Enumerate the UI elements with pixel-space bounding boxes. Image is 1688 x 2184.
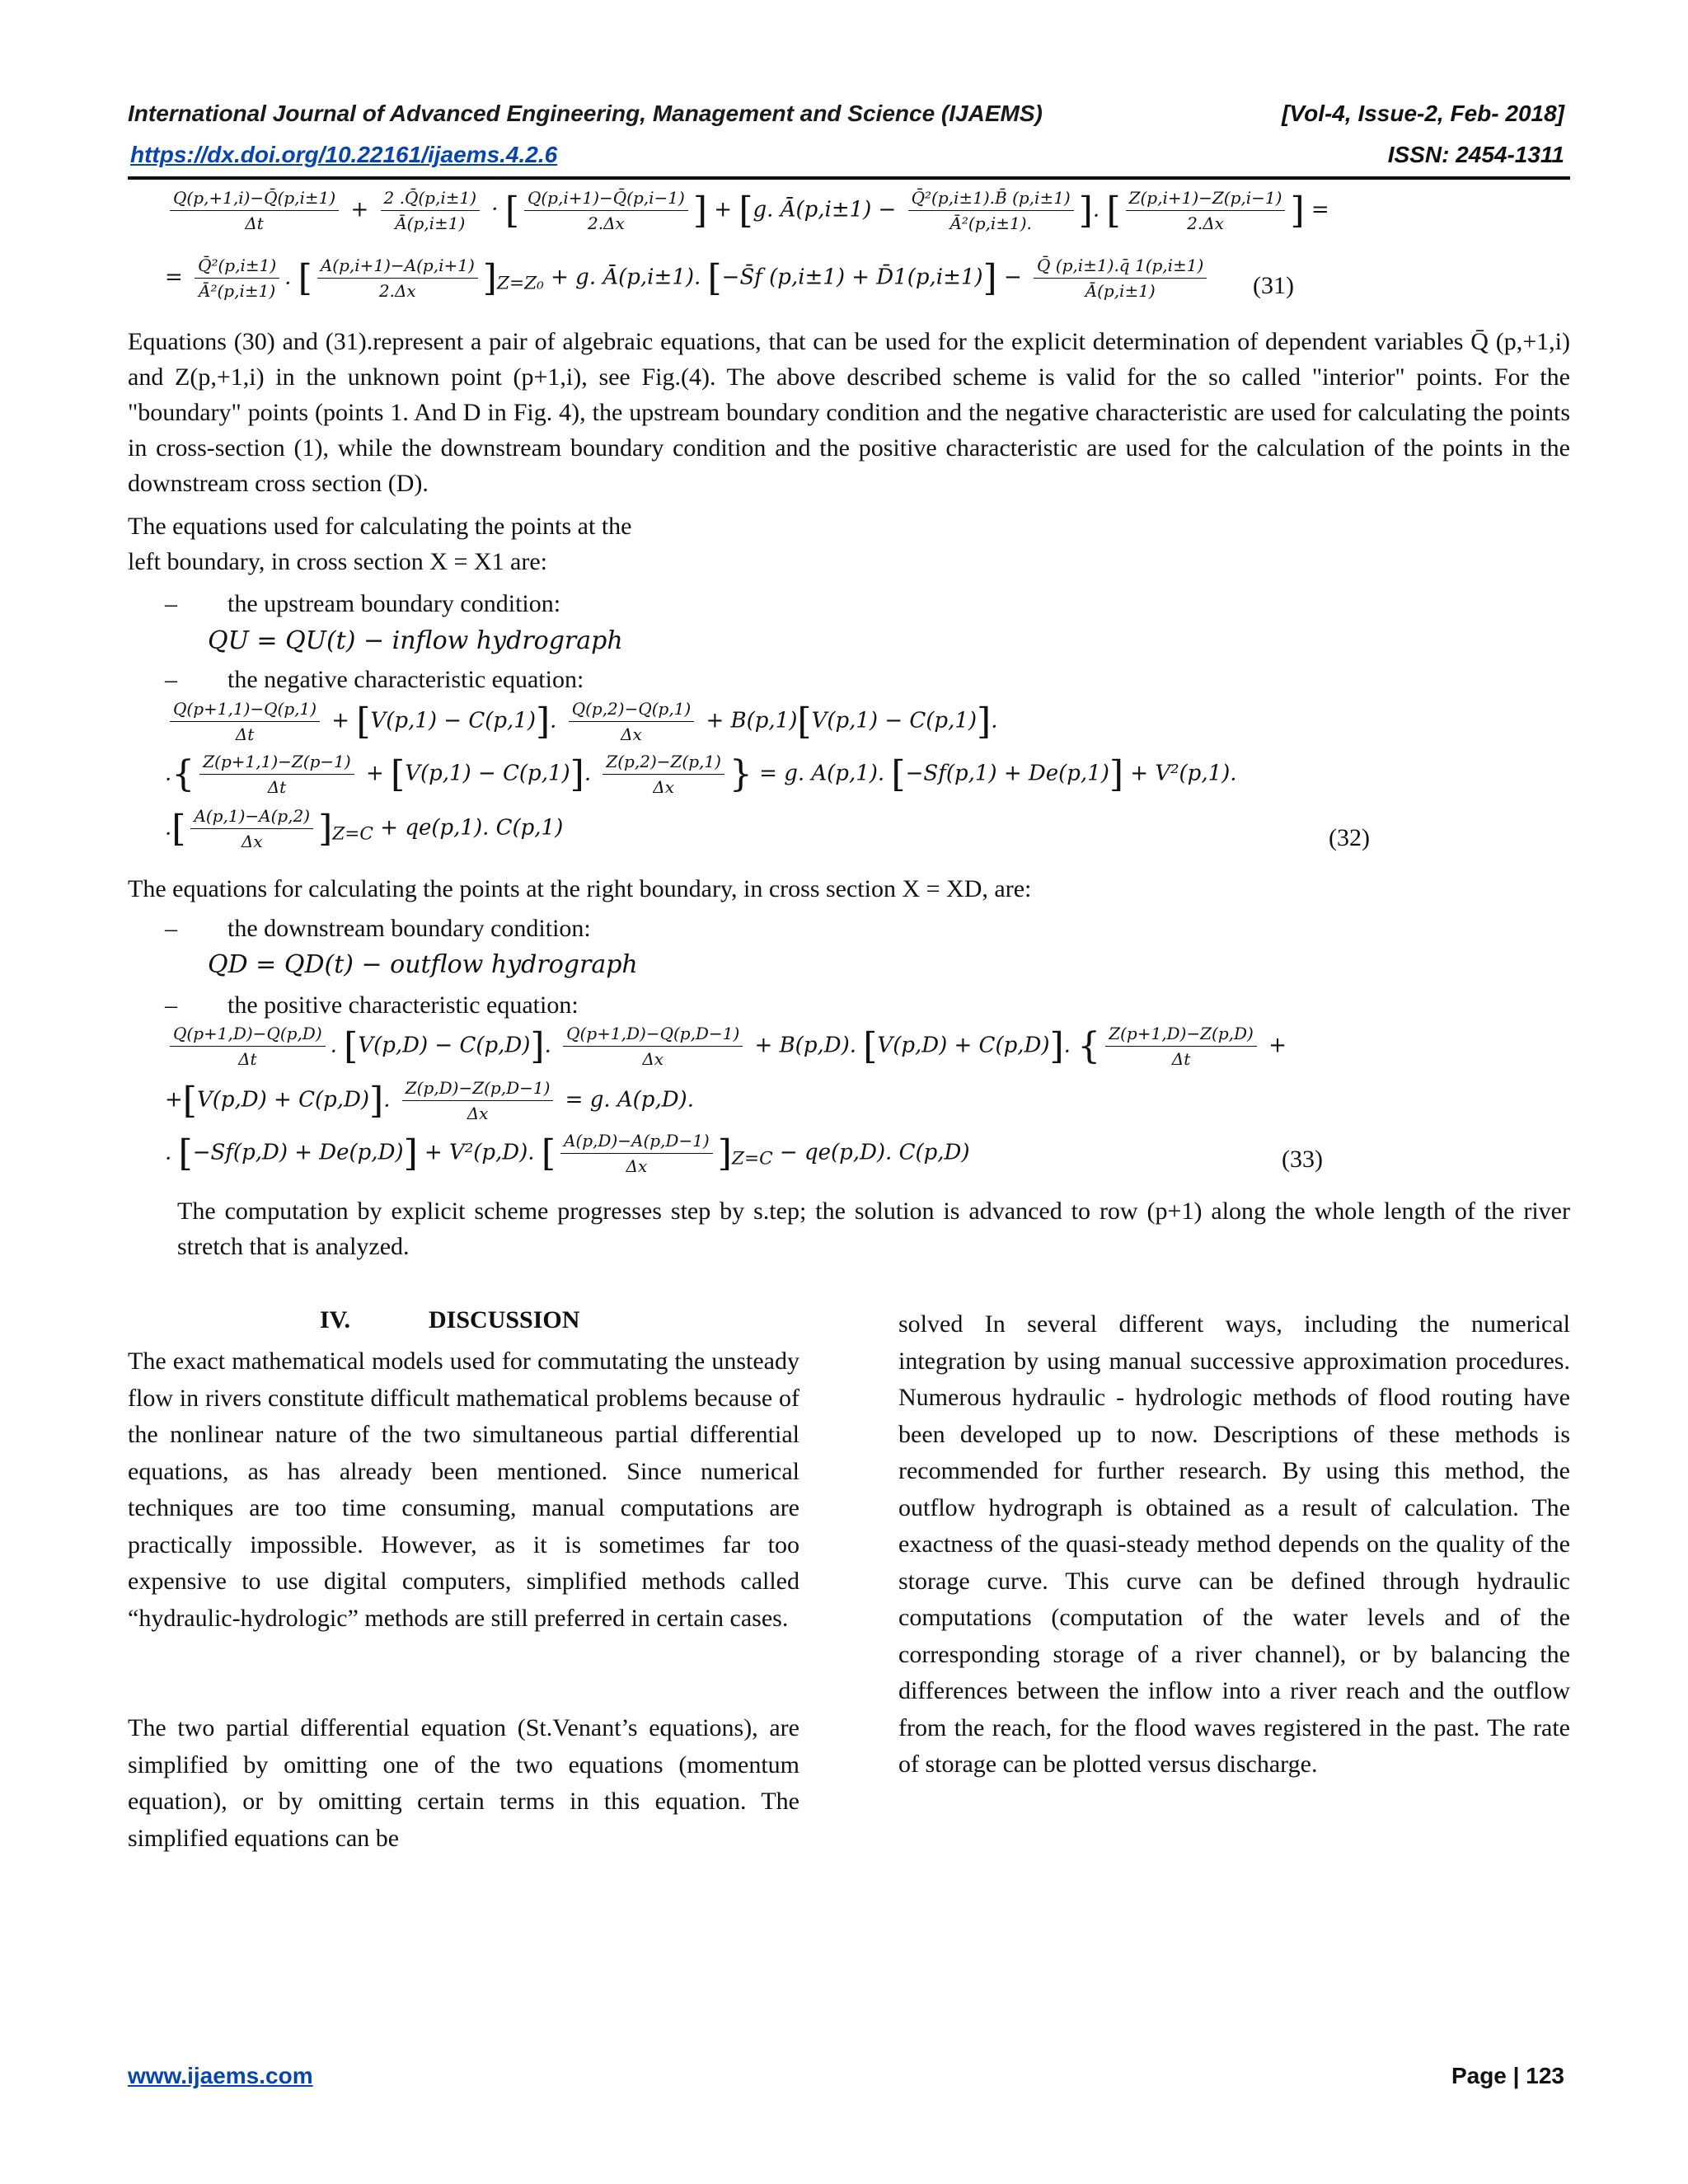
dash-bullet: – [165,666,177,693]
equation-32-line1: $\frac{Q(p+1,1)-Q(p,1)}{\Delta t}$ + [V(p,1) − C(p,1)]. $\frac{Q(p,2)-Q(p,1)}{\Delta x}$ + B(p,1)[V(p,1) − C(p,1)]. [165,699,997,744]
dash-bullet: – [165,590,177,617]
dash-bullet: – [165,991,177,1019]
upstream-boundary-equation: QU = QU(t) − inflow hydrograph [208,626,623,655]
equation-32-number: (32) [1329,824,1370,851]
discussion-left-paragraph-1: The exact mathematical models used for commutating the unsteady flow in rivers constitute difficult mathematical problems because of the nonlinear nature of the two simultaneous partial differential equations, as has already been mentioned. Since numerical techniques are too time consuming, manual computations are practically impossible. However, as it is sometimes far too expensive to use digital computers, simplified methods called “hydraulic-hydrologic” methods are still preferred in certain cases. [128,1347,799,1632]
dash-bullet: – [165,915,177,942]
header-rule [128,176,1570,180]
left-boundary-intro-2: left boundary, in cross section X = X1 are: [128,548,548,575]
positive-characteristic-label: the positive characteristic equation: [227,991,579,1019]
equation-33-number: (33) [1282,1146,1323,1173]
equation-33-line1: $\frac{Q(p+1,D)-Q(p,D)}{\Delta t}$ . [V(p,D) − C(p,D)]. $\frac{Q(p+1,D)-Q(p,D-1)}{\Delta x}$ + B(p,D). [V(p,D) + C(p,D)]. { $\frac{Z(p+1,D)-Z(p,D)}{\Delta t}$ + [165,1024,1287,1069]
journal-title: International Journal of Advanced Engineering, Management and Science (IJAEMS) [128,101,1043,126]
equation-32-line3: .[ $\frac{A(p,1)-A(p,2)}{\Delta x}$ ]$_{Z=C} + qe(p,1)$. C(p,1) [165,806,564,851]
left-boundary-intro-1: The equations used for calculating the points at the [128,513,632,540]
paragraph-explicit-determination: Equations (30) and (31).represent a pair of algebraic equations, that can be used for the explicit determination of dependent variables Q̄ (p,+1,i) and Z(p,+1,i) in the unknown point (p+1,i), see Fig.(4). The above described scheme is valid for the so called "interior" points. For the "boundary" points (points 1. And D in Fig. 4), the upstream boundary condition and the negative characteristic are used for calculating the points in cross-section (1), while the downstream boundary condition and the positive characteristic are used for the calculation of the points in the downstream cross section (D). [128,328,1570,497]
discussion-right-paragraph: solved In several different ways, including the numerical integration by using manual successive approximation procedures. Numerous hydraulic - hydrologic methods of flood routing have been developed up to now. Descriptions of these methods is recommended for further research. By using this method, the outflow hydrograph is obtained as a result of calculation. The exactness of the quasi-steady method depends on the quality of the storage curve. This curve can be defined through hydraulic computations (computation of the water levels and of the corresponding storage of a river channel), or by balancing the differences between the inflow into a river reach and the outflow from the reach, for the flood waves registered in the past. The rate of storage can be plotted versus discharge. [898,1310,1570,1778]
section-number: IV. [320,1306,350,1333]
equation-33-line2: +[V(p,D) + C(p,D)]. $\frac{Z(p,D)-Z(p,D-1)}{\Delta x}$ = g. A(p,D). [165,1078,694,1123]
footer-website-link[interactable]: www.ijaems.com [128,2063,313,2088]
section-title: DISCUSSION [429,1306,580,1333]
downstream-boundary-label: the downstream boundary condition: [227,915,591,942]
equation-33-line3: . [−Sf(p,D) + De(p,D)] + V²(p,D). [ $\frac{A(p,D)-A(p,D-1)}{\Delta x}$ ]$_{Z=C} - qe(p,D)$. C(p,D) [165,1131,970,1176]
equation-31-number: (31) [1253,272,1294,299]
equation-32-line2: .{ $\frac{Z(p+1,1)-Z(p-1)}{\Delta t}$ + [V(p,1) − C(p,1)]. $\frac{Z(p,2)-Z(p,1)}{\Delta x}$ } = g. A(p,1). [−Sf(p,1) + De(p,1)] + V²(p,1). [165,752,1237,797]
right-boundary-intro: The equations for calculating the points at the right boundary, in cross section X = XD, are: [128,875,1032,902]
upstream-boundary-label: the upstream boundary condition: [227,590,561,617]
downstream-boundary-equation: QD = QD(t) − outflow hydrograph [208,950,638,979]
volume-issue: [Vol-4, Issue-2, Feb- 2018] [1282,101,1564,126]
issn: ISSN: 2454-1311 [1387,142,1564,167]
negative-characteristic-label: the negative characteristic equation: [227,666,584,693]
equation-31-line1: $\frac{Q(p,+1,i)-Q̄(p,i\pm 1)}{\Delta t}$ + $\frac{2 .Q̄(p,i\pm 1)}{Ā(p,i\pm 1)}$ · [ $\frac{Q(p,i+1)-Q̄(p,i-1)}{2.\Delta x}$ ] + [g. Ā(p,i±1) − $\frac{\text{Q̄²(p,i±1).B̄ (p,i±1)}}{\text{Ā²(p,i±1).}}$ ]. [ $\frac{Z(p,i+1)-Z(p,i-1)}{2.\Delta x}$ ] = [165,188,1329,233]
discussion-left-paragraph-2: The two partial differential equation (St.Venant’s equations), are simplified by omitting one of the two equations (momentum equation), or by omitting certain terms in this equation. The simplified equations can be [128,1714,799,1852]
equation-31-line2: = $\frac{\text{Q̄²(p,i±1)}}{\text{Ā²(p,i±1)}}$ . [ $\frac{A(p,i+1)-A(p,i+1)}{2.\Delta x}$ ]$_{Z=Z_0} + g$. Ā(p,i±1). [−S̄f (p,i±1) + D̄1(p,i±1)] − $\frac{Q̄ (p,i\pm 1).q̄ 1(p,i\pm 1)}{Ā(p,i\pm 1)}$ [165,255,1212,301]
page-number: Page | 123 [1451,2063,1564,2088]
doi-link[interactable]: https://dx.doi.org/10.22161/ijaems.4.2.6 [130,142,558,167]
paragraph-explicit-scheme: The computation by explicit scheme progresses step by s.tep; the solution is advanced to row (p+1) along the whole length of the river stretch that is analyzed. [177,1197,1570,1260]
